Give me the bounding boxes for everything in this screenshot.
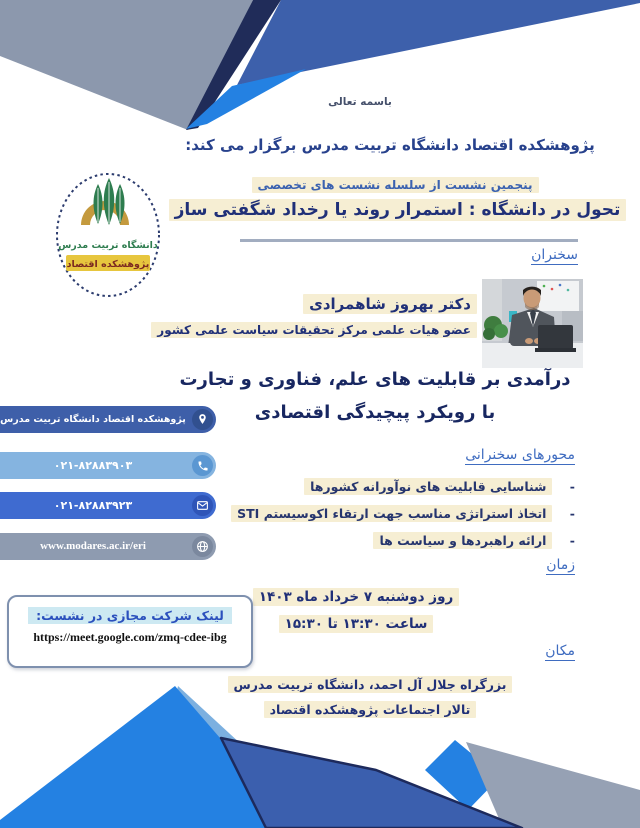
talk-title-line1: درآمدی بر قابلیت های علم، فناوری و تجارت: [179, 369, 571, 390]
envelope-icon: [192, 495, 213, 516]
globe-icon: [192, 536, 213, 557]
contact-pill-phone: ۰۲۱-۸۲۸۸۳۹۰۳: [0, 452, 216, 479]
topic-item: - شناسایی قابلیت های نوآورانه کشورها: [175, 473, 575, 500]
series-line-text: پنجمین نشست از سلسله نشست های تخصصی: [252, 177, 539, 193]
logo-university-name: دانشگاه تربیت مدرس: [58, 240, 158, 251]
event-hours: ساعت ۱۳:۳۰ تا ۱۵:۳۰: [176, 616, 536, 632]
contact-pill-fax: ۰۲۱-۸۲۸۸۳۹۲۳: [0, 492, 216, 519]
session-title: [160, 200, 635, 220]
location-heading: مکان: [545, 643, 575, 659]
topics-list: [175, 473, 575, 554]
bullet-dash: -: [569, 533, 575, 548]
session-title-text: تحول در دانشگاه : استمرار روند یا رخداد شگفتی ساز: [169, 199, 627, 221]
bullet-dash: -: [569, 506, 575, 521]
phone-icon: [192, 455, 213, 476]
event-date: روز دوشنبه ۷ خرداد ماه ۱۴۰۳: [176, 589, 536, 605]
university-logo: [54, 172, 162, 300]
contact-pill-address: پژوهشکده اقتصاد دانشگاه تربیت مدرس: [0, 406, 216, 433]
topic-item: - اتخاذ استراتژی مناسب جهت ارتقاء اکوسیستم STI: [175, 500, 575, 527]
bismillah-text: باسمه تعالی: [328, 96, 392, 108]
speaker-photo: [482, 279, 583, 368]
meet-link-box: [7, 595, 253, 668]
topics-heading: محورهای سخنرانی: [465, 447, 575, 463]
speaker-heading: سخنران: [531, 247, 578, 263]
bullet-dash: -: [569, 479, 575, 494]
logo-institute-name: پژوهشکده اقتصاد: [66, 259, 150, 270]
top-decoration: [0, 0, 640, 135]
organizer-line: پژوهشکده اقتصاد دانشگاه تربیت مدرس برگزار می کند:: [185, 136, 595, 154]
series-line: [160, 178, 630, 192]
contact-pill-website[interactable]: www.modares.ac.ir/eri: [0, 533, 216, 560]
meet-link-label: لینک شرکت مجازی در نشست:: [9, 608, 251, 623]
location-line2: تالار اجتماعات پژوهشکده اقتصاد: [190, 702, 550, 717]
location-pin-icon: [192, 409, 213, 430]
speaker-affiliation: عضو هیات علمی مرکز تحقیقات سیاست علمی کشور: [151, 323, 477, 337]
speaker-name: دکتر بهروز شاهمرادی: [303, 295, 477, 313]
topic-item: - ارائه راهبردها و سیاست ها: [175, 527, 575, 554]
time-heading: زمان: [546, 557, 575, 573]
talk-title-line2: با رویکرد پیچیدگی اقتصادی: [254, 402, 496, 423]
header-divider: [240, 239, 578, 242]
meet-link-url[interactable]: https://meet.google.com/zmq-cdee-ibg: [33, 630, 227, 644]
location-line1: بزرگراه جلال آل احمد، دانشگاه تربیت مدرس: [190, 677, 550, 692]
